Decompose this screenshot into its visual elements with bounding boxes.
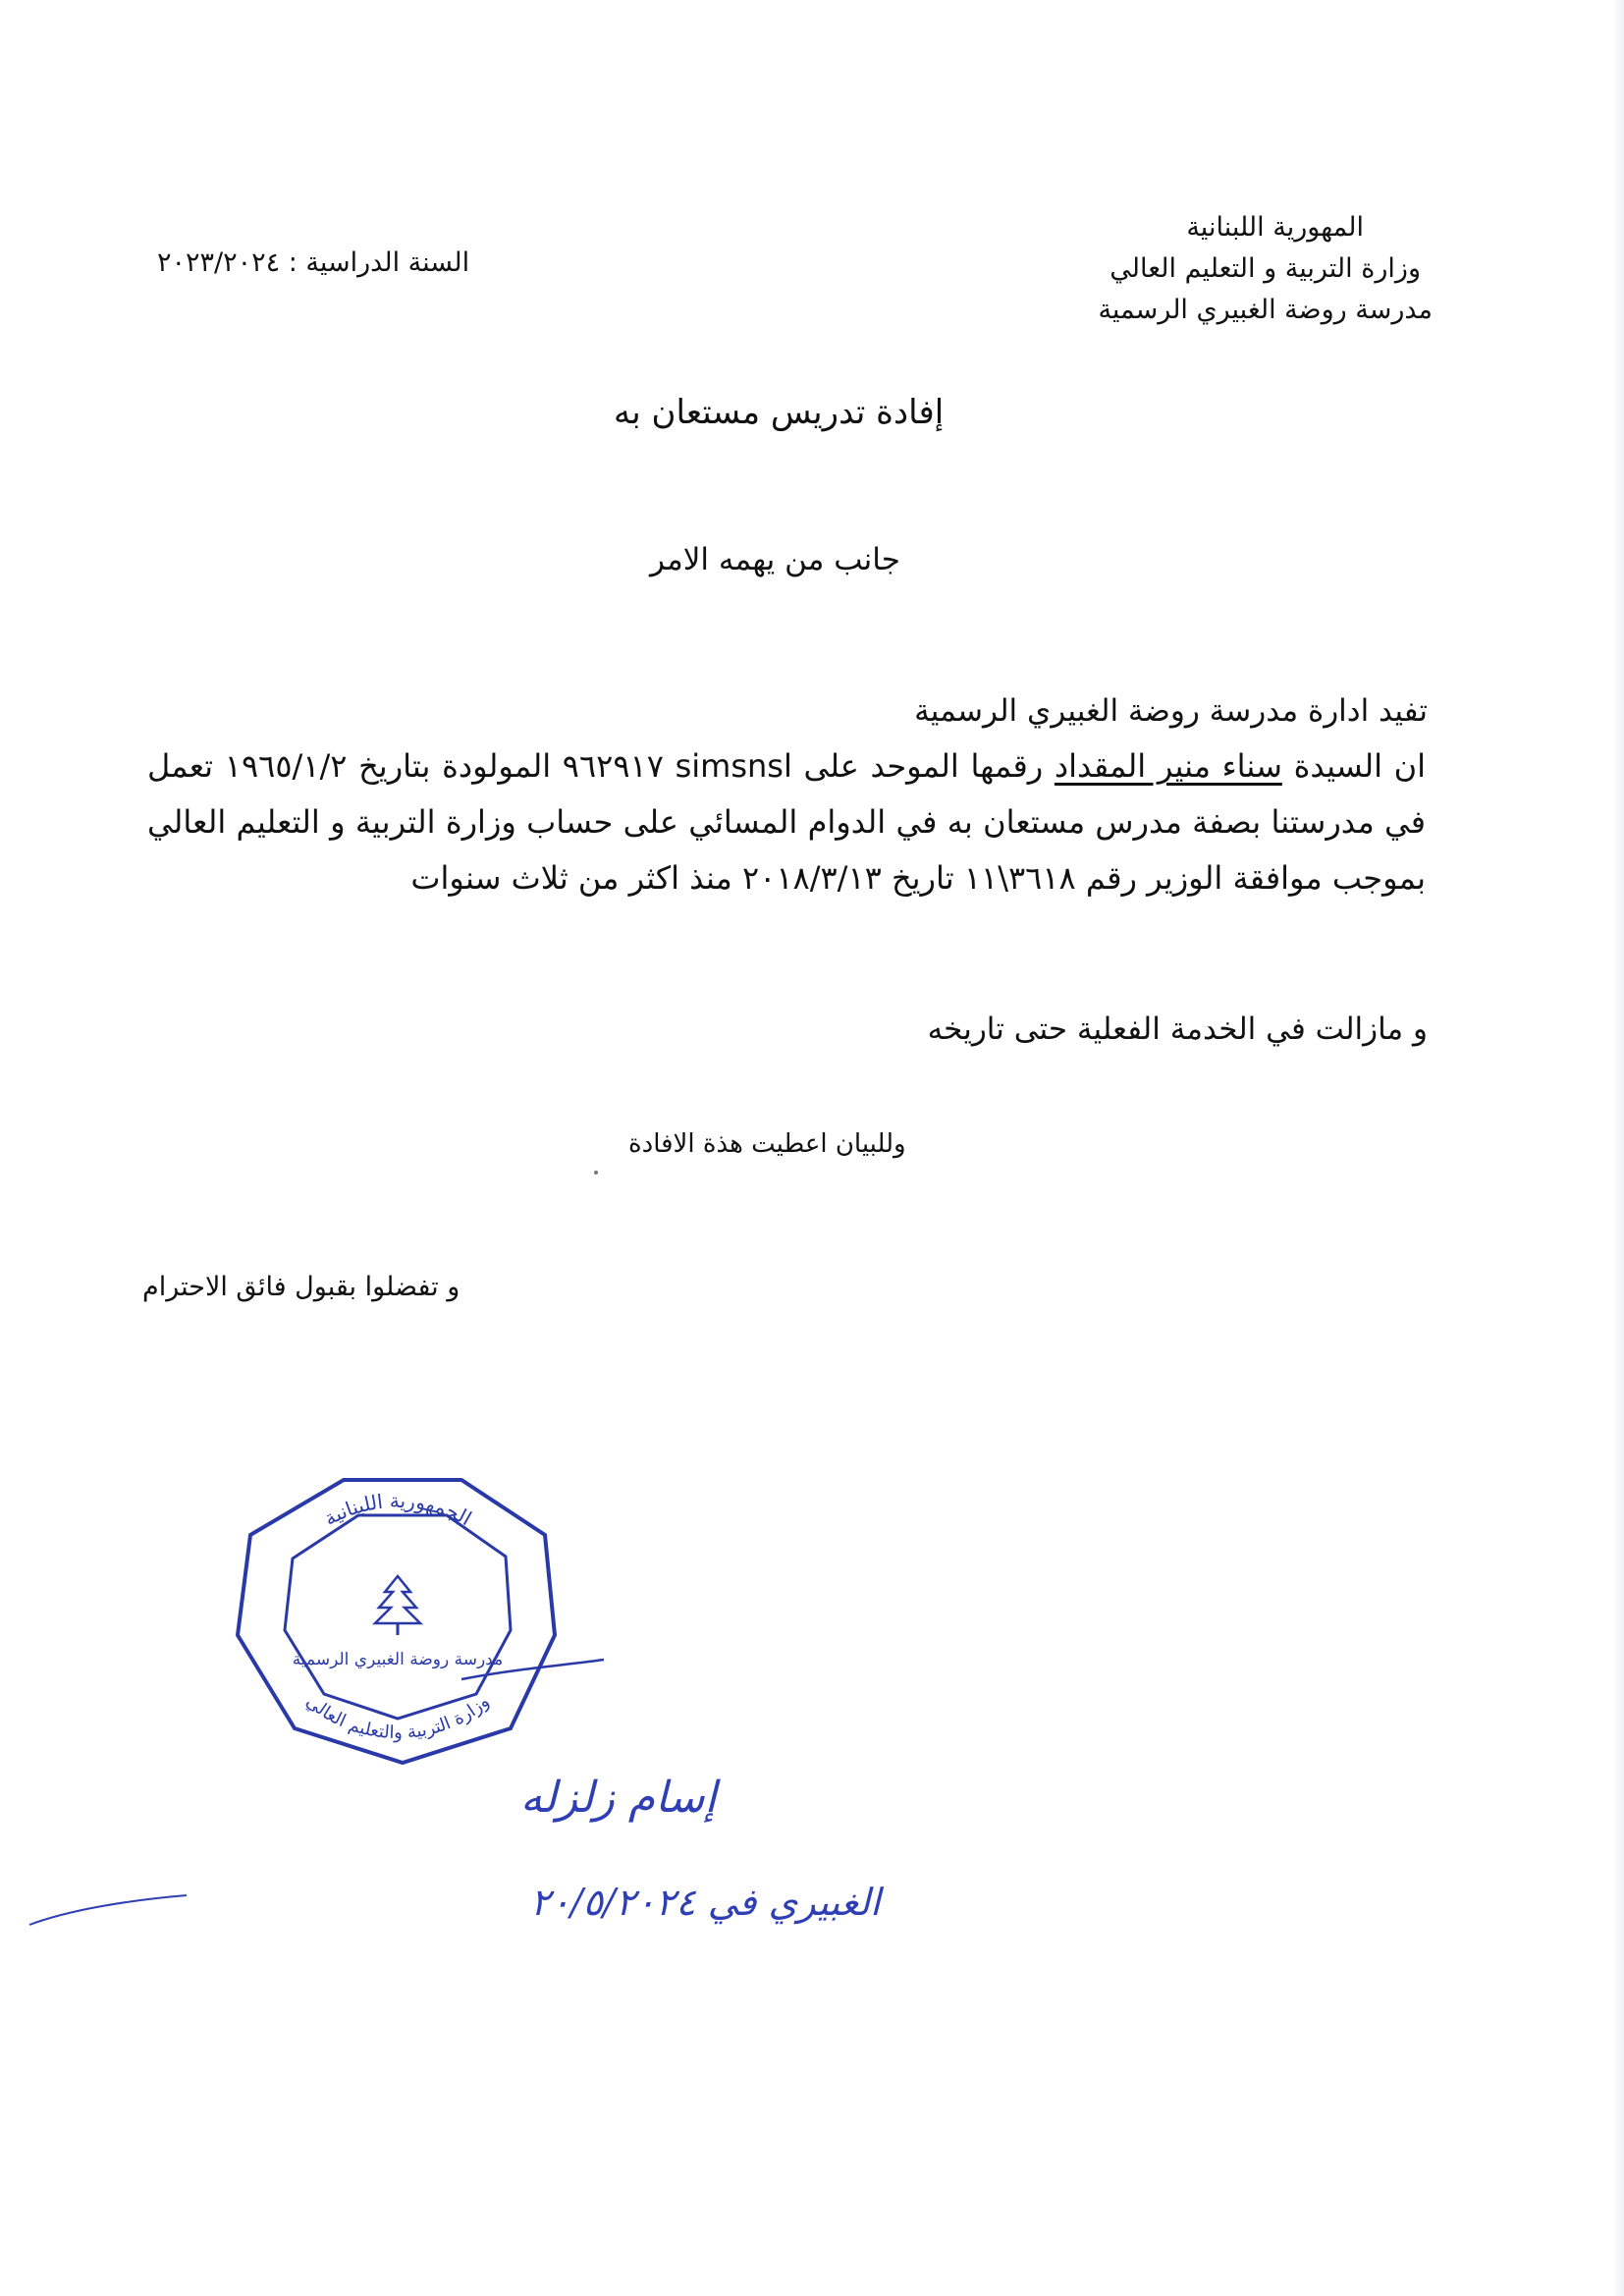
stamp-outer-text: الجمهورية اللبنانية xyxy=(319,1488,476,1531)
header-republic: المهورية اللبنانية xyxy=(1186,212,1364,243)
statement-line: وللبيان اعطيت هذة الافادة xyxy=(628,1129,906,1159)
closing-line: و تفضلوا بقبول فائق الاحترام xyxy=(142,1272,460,1302)
handwritten-signature xyxy=(10,1743,881,1979)
main-paragraph xyxy=(147,738,1426,906)
intro-line: تفيد ادارة مدرسة روضة الغبيري الرسمية xyxy=(914,693,1428,729)
scan-speck xyxy=(594,1171,598,1175)
para-rest: ٩٦٢٩١٧ المولودة بتاريخ ١٩٦٥/١/٢ تعمل في مدرستنا بصفة مدرس مستعان به في الدوام المسائي على حساب وزارة التربية و التعليم العالي بموجب موافقة الوزير رقم ٣٦١٨\١١ تاريخ ٢٠١٨/٣/١٣ منذ اكثر من ثلاث سنوات xyxy=(147,747,1426,897)
signature-place-date: الغبيري في ٢٠/٥/٢٠٢٤ xyxy=(530,1881,881,1924)
signature-name: إسام زلزله xyxy=(520,1773,717,1823)
para-mid: رقمها الموحد على xyxy=(791,747,1055,785)
cedar-icon xyxy=(375,1576,420,1635)
stamp-inner-text: مدرسة روضة الغبيري الرسمية xyxy=(292,1650,504,1669)
official-stamp xyxy=(216,1468,609,1773)
para-prefix: ان السيدة xyxy=(1281,747,1427,785)
signature-flourish xyxy=(29,1895,187,1925)
still-serving-line: و مازالت في الخدمة الفعلية حتى تاريخه xyxy=(927,1011,1428,1047)
document-title: إفادة تدريس مستعان به xyxy=(614,393,945,432)
header-school: مدرسة روضة الغبيري الرسمية xyxy=(1098,295,1433,325)
scan-edge xyxy=(1612,0,1624,2296)
stamp-inner-octagon xyxy=(285,1515,511,1719)
system-name: simsnsl xyxy=(675,747,792,785)
teacher-name: سناء منير المقداد xyxy=(1054,747,1282,785)
addressee: جانب من يهمه الامر xyxy=(650,542,900,577)
header-ministry: وزارة التربية و التعليم العالي xyxy=(1110,253,1421,284)
academic-year: السنة الدراسية : ٢٠٢٣/٢٠٢٤ xyxy=(157,247,470,278)
stamp-bottom-text: وزارة التربية والتعليم العالي xyxy=(301,1691,494,1744)
